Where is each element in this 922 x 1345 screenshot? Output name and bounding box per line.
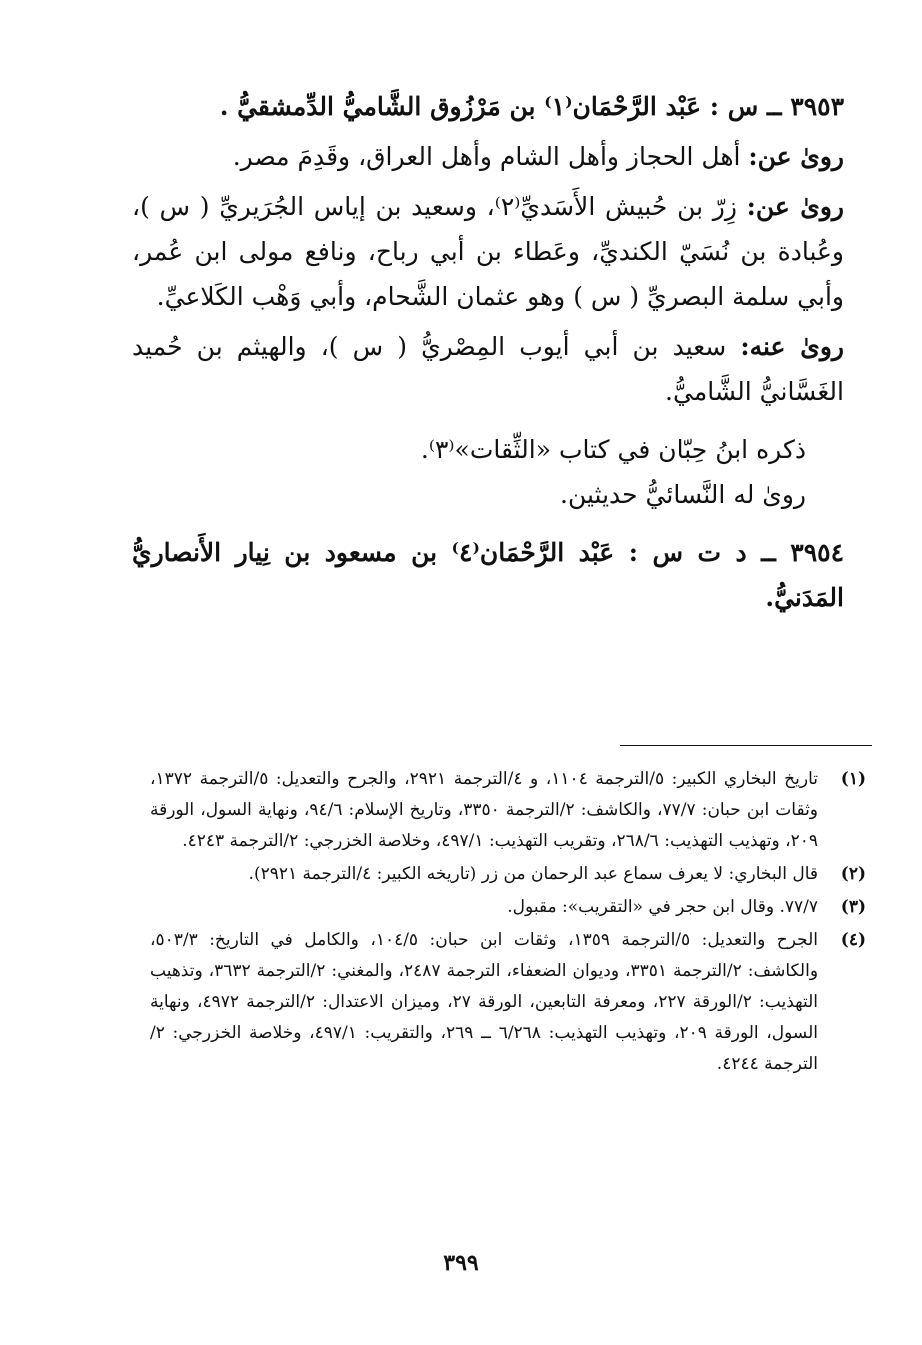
footnote-number: (٤) bbox=[840, 930, 866, 950]
footnotes bbox=[150, 764, 866, 1082]
footnote-3 bbox=[150, 892, 866, 923]
entry-heading-3953: ٣٩٥٣ ــ س : عَبْد الرَّحْمَان⁽١⁾ بن مَرْزُوق الشَّاميُّ الدِّمشقيُّ . bbox=[219, 92, 844, 121]
footnote-text: الجرح والتعديل: ٥/الترجمة ١٣٥٩، وثقات ابن حبان: ١٠٤/٥، والكامل في التاريخ: ٥٠٣/٣، والكاشف: ٢/الترجمة ٣٣٥١، وديوان الضعفاء، الترجمة ٢٤٨٧، والمغني: ٢/الترجمة ٣٦٣٢، وتذهيب التهذيب: ٢/الورقة ٢٢٧، ومعرفة التابعين، الورقة ٢٧، وميزان الاعتدال: ٢/الترجمة ٤٩٧٢، ونهاية السول، الورقة ٢٠٩، وتهذيب التهذيب: ٦/٢٦٨ ــ ٢٦٩، والتقريب: ٤٩٧/١، وخلاصة الخزرجي: ٢/الترجمة ٤٢٤٤. bbox=[150, 930, 819, 1074]
footnote-text: تاريخ البخاري الكبير: ٥/الترجمة ١١٠٤، و ٤/الترجمة ٢٩٢١، والجرح والتعديل: ٥/الترجمة ١٣٧٢، وثقات ابن حبان: ٧٧/٧، والكاشف: ٢/الترجمة ٣٣٥٠، وتاريخ الإسلام: ٩٤/٦، ونهاية السول، الورقة ٢٠٩، وتهذيب التهذيب: ٢٦٨/٦، وتقريب التهذيب: ٤٩٧/١، وخلاصة الخزرجي: ٢/الترجمة ٤٢٤٣. bbox=[150, 769, 819, 851]
entry-heading-3954: ٣٩٥٤ ــ د ت س : عَبْد الرَّحْمَان⁽٤⁾ بن مسعود بن نِيار الأَنصاريُّ المَدَنيُّ. bbox=[132, 538, 844, 612]
riwa-an-text: أهل الحجاز وأهل الشام وأهل العراق، وقَدِمَ مصر. bbox=[232, 142, 741, 171]
main-text bbox=[132, 84, 844, 620]
footnote-text: قال البخاري: لا يعرف سماع عبد الرحمان من زر (تاريخه الكبير: ٤/الترجمة ٢٩٢١). bbox=[248, 864, 818, 884]
footnote-number: (٣) bbox=[840, 897, 866, 917]
nasai-line: روىٰ له النَّسائيُّ حديثين. bbox=[560, 480, 806, 509]
footnote-divider bbox=[620, 745, 872, 746]
footnote-number: (٢) bbox=[840, 864, 866, 884]
riwa-an-paragraph-1 bbox=[132, 134, 844, 179]
footnote-number: (١) bbox=[840, 769, 866, 789]
riwa-an-text: زِرّ بن حُبيش الأَسَديِّ⁽٢⁾، وسعيد بن إياس الجُرَيريِّ ( س )، وعُبادة بن نُسَيّ الكنديِّ، وعَطاء بن أبي رباح، ونافع مولى ابن عُمر، وأبي سلمة البصريِّ ( س ) وهو عثمان الشَّحام، وأبي وَهْب الكَلاعيِّ. bbox=[132, 192, 844, 311]
riwa-anhu-text: سعيد بن أبي أيوب المِصْريُّ ( س )، والهيثم بن حُميد الغَسَّانيُّ الشَّاميُّ. bbox=[132, 332, 844, 406]
riwa-an-label: روىٰ عن: bbox=[746, 192, 845, 221]
page-number: ٣٩٩ bbox=[443, 1250, 479, 1276]
footnote-4 bbox=[150, 925, 866, 1080]
riwa-anhu-label: روىٰ عنه: bbox=[740, 332, 844, 361]
riwa-an-label: روىٰ عن: bbox=[748, 142, 844, 171]
footnote-2 bbox=[150, 859, 866, 890]
riwa-an-paragraph-2 bbox=[132, 184, 844, 319]
footnote-1 bbox=[150, 764, 866, 857]
thiqat-line: ذكره ابنُ حِبّان في كتاب «الثِّقات»⁽٣⁾. bbox=[420, 435, 806, 464]
riwa-anhu-paragraph bbox=[132, 324, 844, 414]
footnote-text: ٧٧/٧. وقال ابن حجر في «التقريب»: مقبول. bbox=[507, 897, 818, 917]
